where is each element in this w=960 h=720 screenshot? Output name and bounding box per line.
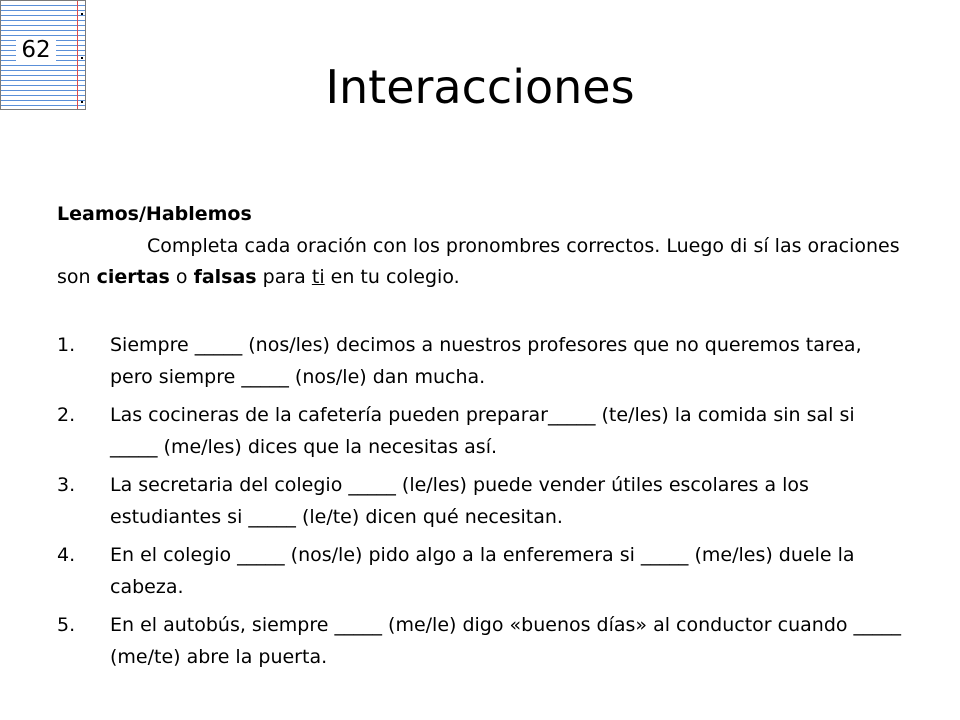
subheading: Leamos/Hablemos bbox=[57, 203, 252, 225]
instructions-text: para bbox=[256, 266, 312, 288]
exercise-text: En el colegio _____ (nos/le) pido algo a la enferemera si _____ (me/les) duele la cabeza. bbox=[110, 544, 855, 598]
exercise-item bbox=[57, 399, 907, 463]
instructions-text: en tu colegio. bbox=[324, 266, 460, 288]
exercise-item bbox=[57, 329, 907, 393]
exercise-text: La secretaria del colegio _____ (le/les) puede vender útiles escolares a los estudiantes si _____ (le/te) dicen qué necesitan. bbox=[110, 474, 809, 528]
exercise-item bbox=[57, 609, 907, 673]
exercise-list bbox=[57, 329, 907, 673]
notepad-hole bbox=[81, 13, 83, 15]
exercise-item bbox=[57, 469, 907, 533]
exercise-number: 3. bbox=[57, 474, 76, 496]
exercise-text: En el autobús, siempre _____ (me/le) digo «buenos días» al conductor cuando _____ (me/te) abre la puerta. bbox=[110, 614, 902, 668]
instructions-bold-falsas: falsas bbox=[193, 266, 257, 288]
instructions-text: Completa cada oración con los pronombres correctos. Luego di sí las oraciones son bbox=[57, 235, 900, 288]
exercise-text: Las cocineras de la cafetería pueden preparar_____ (te/les) la comida sin sal si _____ (me/les) dices que la necesitas así. bbox=[110, 404, 855, 458]
exercise-number: 5. bbox=[57, 614, 76, 636]
instructions-text: o bbox=[169, 266, 194, 288]
exercise-number: 2. bbox=[57, 404, 76, 426]
slide-content bbox=[57, 198, 907, 679]
slide-title: Interacciones bbox=[325, 60, 635, 114]
instructions-underlined-ti: ti bbox=[311, 266, 325, 288]
instructions bbox=[57, 231, 907, 293]
exercise-number: 4. bbox=[57, 544, 76, 566]
exercise-item bbox=[57, 539, 907, 603]
exercise-number: 1. bbox=[57, 334, 76, 356]
page-number: 62 bbox=[16, 36, 56, 64]
exercise-text: Siempre _____ (nos/les) decimos a nuestros profesores que no queremos tarea, pero siempre _____ (nos/le) dan mucha. bbox=[110, 334, 862, 388]
instructions-bold-ciertas: ciertas bbox=[96, 266, 170, 288]
